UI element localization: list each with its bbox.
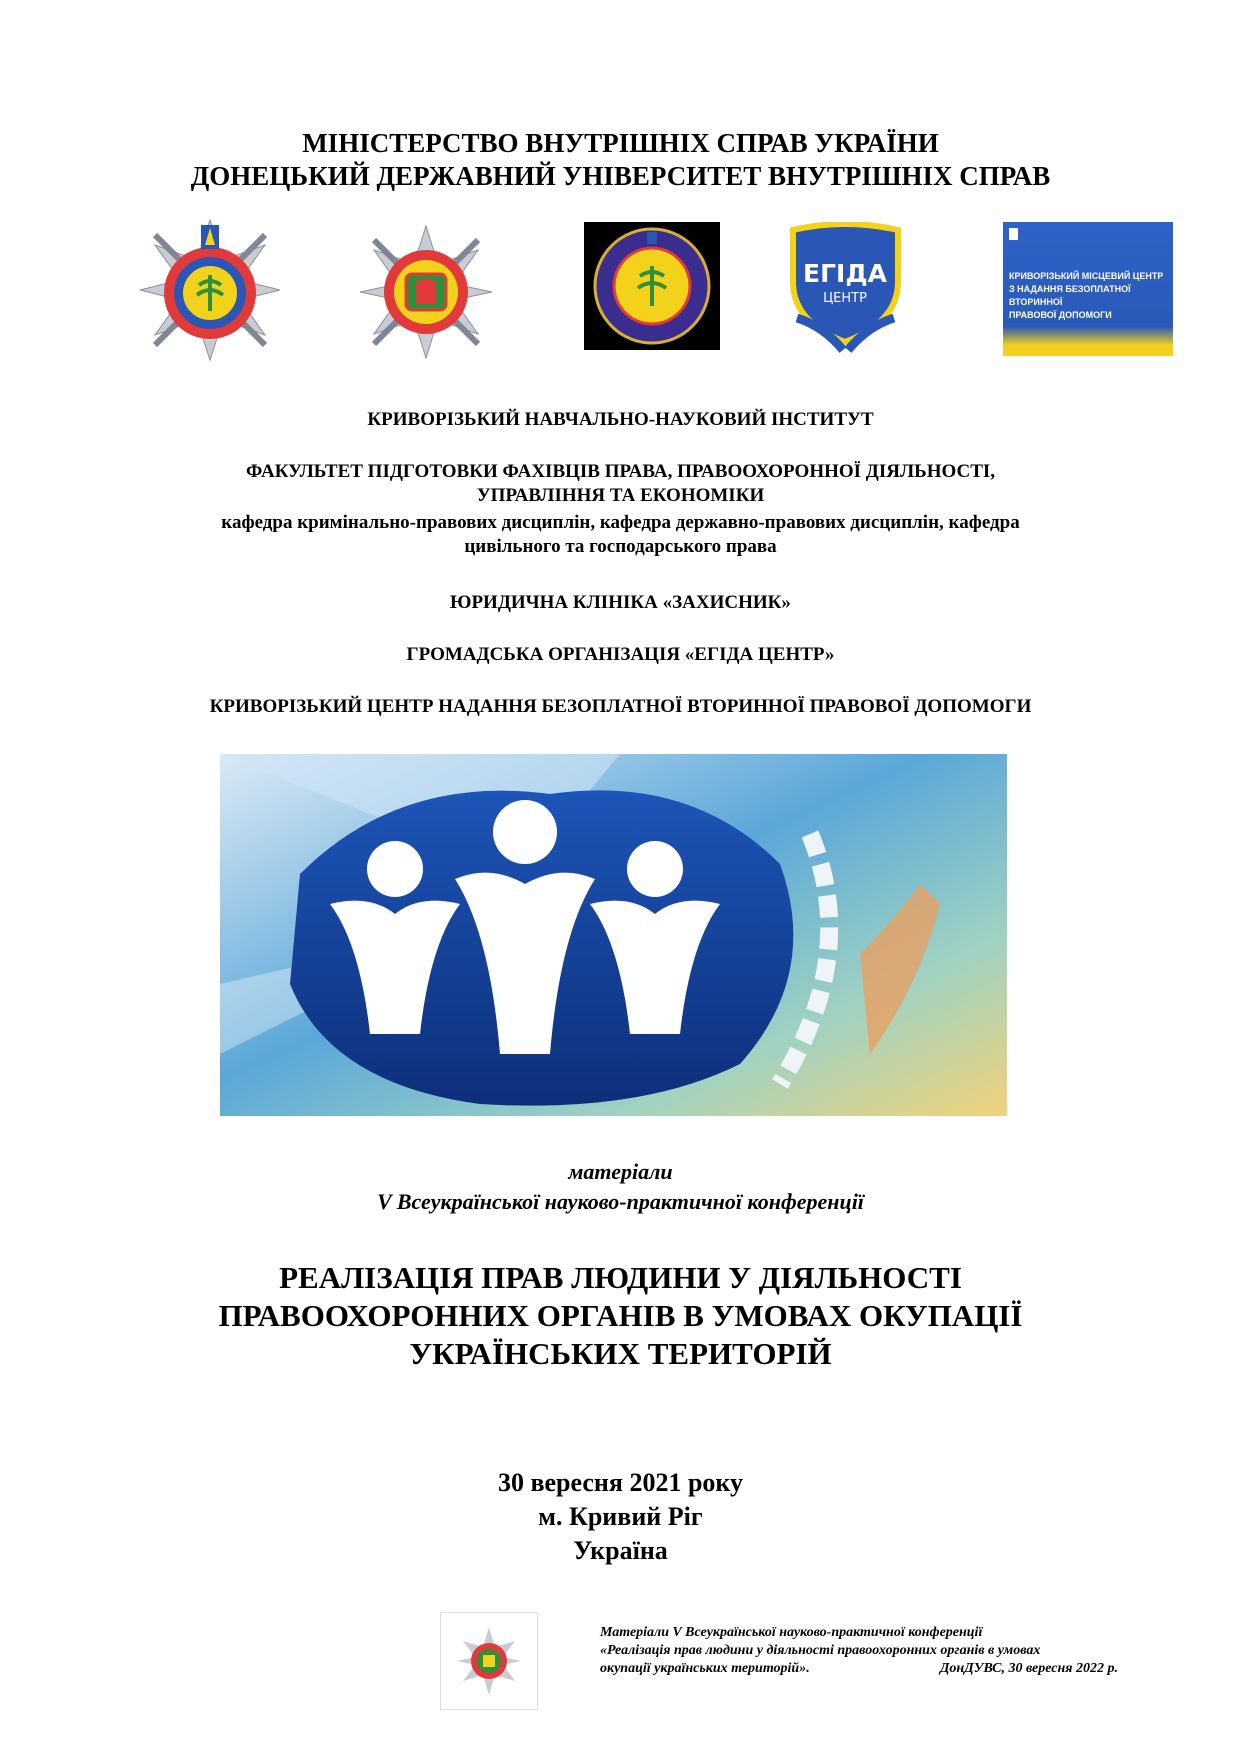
ngo-name: ГРОМАДСЬКА ОРГАНІЗАЦІЯ «ЕГІДА ЦЕНТР» — [406, 644, 835, 665]
egida-logo-name: ЕГІДА — [803, 259, 887, 288]
aid-center-line3: ПРАВОВОЇ ДОПОМОГИ — [1009, 310, 1112, 320]
materials-label: матеріали — [568, 1159, 673, 1184]
faculty-line2: УПРАВЛІННЯ ТА ЕКОНОМІКИ — [476, 485, 765, 506]
footer-source: ДонДУВС, 30 вересня 2022 р. — [939, 1661, 1118, 1676]
conference-name: V Всеукраїнської науково-практичної конференції — [377, 1189, 864, 1214]
aid-center-line2: З НАДАННЯ БЕЗОПЛАТНОЇ ВТОРИННОЇ — [1009, 284, 1131, 307]
legal-aid-center-logo — [1003, 222, 1173, 356]
footer-line2: «Реалізація прав людини у діяльності правоохоронних органів в умовах — [600, 1643, 1041, 1658]
aid-center-name: КРИВОРІЗЬКИЙ ЦЕНТР НАДАННЯ БЕЗОПЛАТНОЇ ВТОРИННОЇ ПРАВОВОЇ ДОПОМОГИ — [209, 696, 1032, 717]
clinic-name: ЮРИДИЧНА КЛІНІКА «ЗАХИСНИК» — [450, 592, 791, 613]
footer-line3: окупації українських територій». — [600, 1661, 810, 1676]
aid-center-mark-icon — [1009, 228, 1018, 240]
institute-emblem-icon — [356, 222, 496, 362]
departments-line2: цивільного та господарського права — [464, 536, 777, 557]
event-country: Україна — [573, 1536, 668, 1565]
footer-line1: Матеріали V Всеукраїнської науково-практичної конференції — [600, 1625, 983, 1640]
title-line1: РЕАЛІЗАЦІЯ ПРАВ ЛЮДИНИ У ДІЯЛЬНОСТІ — [279, 1260, 962, 1295]
event-city: м. Кривий Ріг — [538, 1502, 703, 1531]
departments-line1: кафедра кримінально-правових дисциплін, кафедра державно-правових дисциплін, кафедра — [221, 512, 1020, 533]
event-date: 30 вересня 2021 року — [497, 1468, 744, 1497]
legal-clinic-logo — [584, 222, 720, 350]
institute-name: КРИВОРІЗЬКИЙ НАВЧАЛЬНО-НАУКОВИЙ ІНСТИТУТ — [367, 409, 874, 430]
university-emblem-icon — [135, 215, 285, 365]
human-rights-banner-image — [220, 754, 1007, 1116]
egida-logo — [783, 222, 908, 354]
faculty-line1: ФАКУЛЬТЕТ ПІДГОТОВКИ ФАХІВЦІВ ПРАВА, ПРАВООХОРОННОЇ ДІЯЛЬНОСТІ, — [245, 461, 996, 482]
title-line2: ПРАВООХОРОННИХ ОРГАНІВ В УМОВАХ ОКУПАЦІЇ — [218, 1298, 1023, 1333]
aid-center-line1: КРИВОРІЗЬКИЙ МІСЦЕВИЙ ЦЕНТР — [1009, 271, 1164, 281]
footer-emblem-icon — [440, 1612, 538, 1710]
title-line3: УКРАЇНСЬКИХ ТЕРИТОРІЙ — [409, 1336, 832, 1371]
egida-logo-subtitle: ЦЕНТР — [823, 291, 867, 306]
university-heading: ДОНЕЦЬКИЙ ДЕРЖАВНИЙ УНІВЕРСИТЕТ ВНУТРІШНІХ СПРАВ — [190, 161, 1051, 191]
ministry-heading: МІНІСТЕРСТВО ВНУТРІШНІХ СПРАВ УКРАЇНИ — [302, 128, 939, 158]
